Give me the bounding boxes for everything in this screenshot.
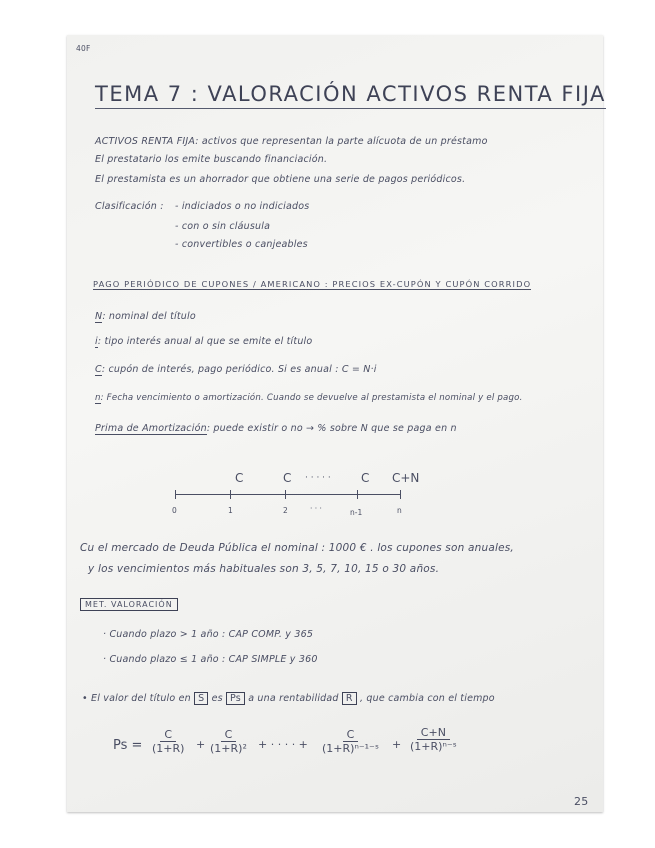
timeline-tick	[285, 490, 286, 499]
timeline-tick	[400, 490, 401, 499]
term: i	[95, 336, 98, 347]
value-text: • El valor del título en	[82, 693, 191, 704]
definition: : Fecha vencimiento o amortización. Cuando se devuelve al prestamista el nominal y el pago.	[100, 393, 523, 403]
classification-item: - con o sin cláusula	[175, 221, 271, 232]
timeline-tick	[357, 490, 358, 499]
market-note: Cu el mercado de Deuda Pública el nominal : 1000 € . los cupones son anuales,	[80, 542, 514, 554]
definition: : puede existir o no → % sobre N que se paga en n	[206, 423, 457, 434]
payment-label: C	[235, 471, 244, 485]
definition: : tipo interés anual al que se emite el título	[97, 336, 313, 347]
method-item: · Cuando plazo > 1 año : CAP COMP. y 365	[103, 629, 314, 640]
formula-term: $\frac{C}{\text{(1+R)²}}$	[210, 728, 247, 755]
section-heading: PAGO PERIÓDICO DE CUPONES / AMERICANO : PRECIOS EX-CUPÓN Y CUPÓN CORRIDO	[93, 279, 532, 289]
formula-term: $\frac{C+N}{\text{(1+R)ⁿ⁻ˢ}}$	[410, 726, 457, 753]
formula-term: $\frac{C}{\text{(1+R)ⁿ⁻¹⁻ˢ}}$	[322, 728, 379, 755]
payment-dots: · · · · ·	[305, 473, 331, 483]
period-label: · · ·	[310, 504, 322, 513]
method-item: · Cuando plazo ≤ 1 año : CAP SIMPLE y 360	[103, 654, 318, 665]
intro-line: ACTIVOS RENTA FIJA: activos que representan la parte alícuota de un préstamo	[95, 136, 488, 147]
page-title: TEMA 7 : VALORACIÓN ACTIVOS RENTA FIJA	[95, 82, 606, 109]
value-text: a una rentabilidad	[248, 693, 339, 704]
plus: +	[392, 738, 402, 751]
classification-label: Clasificación :	[95, 201, 164, 212]
payment-label: C+N	[392, 471, 420, 485]
period-label: 0	[172, 506, 177, 515]
classification-item: - convertibles o canjeables	[175, 239, 308, 250]
definition: : cupón de interés, pago periódico. Si es anual : C = N·i	[101, 364, 377, 375]
boxed-s: S	[194, 692, 208, 705]
method-box: MET. VALORACIÓN	[80, 598, 178, 611]
intro-line: El prestamista es un ahorrador que obtiene una serie de pagos periódicos.	[95, 174, 466, 185]
formula-term: $\frac{C}{(1+R)}$	[152, 728, 185, 755]
payment-label: C	[361, 471, 370, 485]
value-text: es	[211, 693, 223, 704]
value-text: , que cambia con el tiempo	[359, 693, 495, 704]
boxed-r: R	[342, 692, 357, 705]
intro-line: El prestatario los emite buscando financiación.	[95, 154, 328, 165]
ellipsis: + · · · · +	[258, 738, 308, 751]
period-label: 2	[283, 506, 288, 515]
timeline-axis	[175, 494, 400, 495]
timeline-tick	[175, 490, 176, 499]
market-note: y los vencimientos más habituales son 3, 5, 7, 10, 15 o 30 años.	[88, 563, 440, 575]
period-label: 1	[228, 506, 233, 515]
period-label: n-1	[350, 508, 363, 517]
timeline-tick	[230, 490, 231, 499]
period-label: n	[397, 506, 402, 515]
formula-lhs: Ps =	[113, 738, 143, 753]
plus: +	[196, 738, 206, 751]
definition: : nominal del título	[102, 311, 196, 322]
corner-note: 40F	[76, 44, 91, 53]
classification-item: - indiciados o no indiciados	[175, 201, 310, 212]
page-number: 25	[574, 795, 589, 808]
term: n	[95, 393, 101, 403]
term: C	[95, 364, 102, 375]
payment-label: C	[283, 471, 292, 485]
term: N	[95, 311, 103, 322]
boxed-ps: Ps	[226, 692, 245, 705]
term: Prima de Amortización	[95, 423, 207, 434]
